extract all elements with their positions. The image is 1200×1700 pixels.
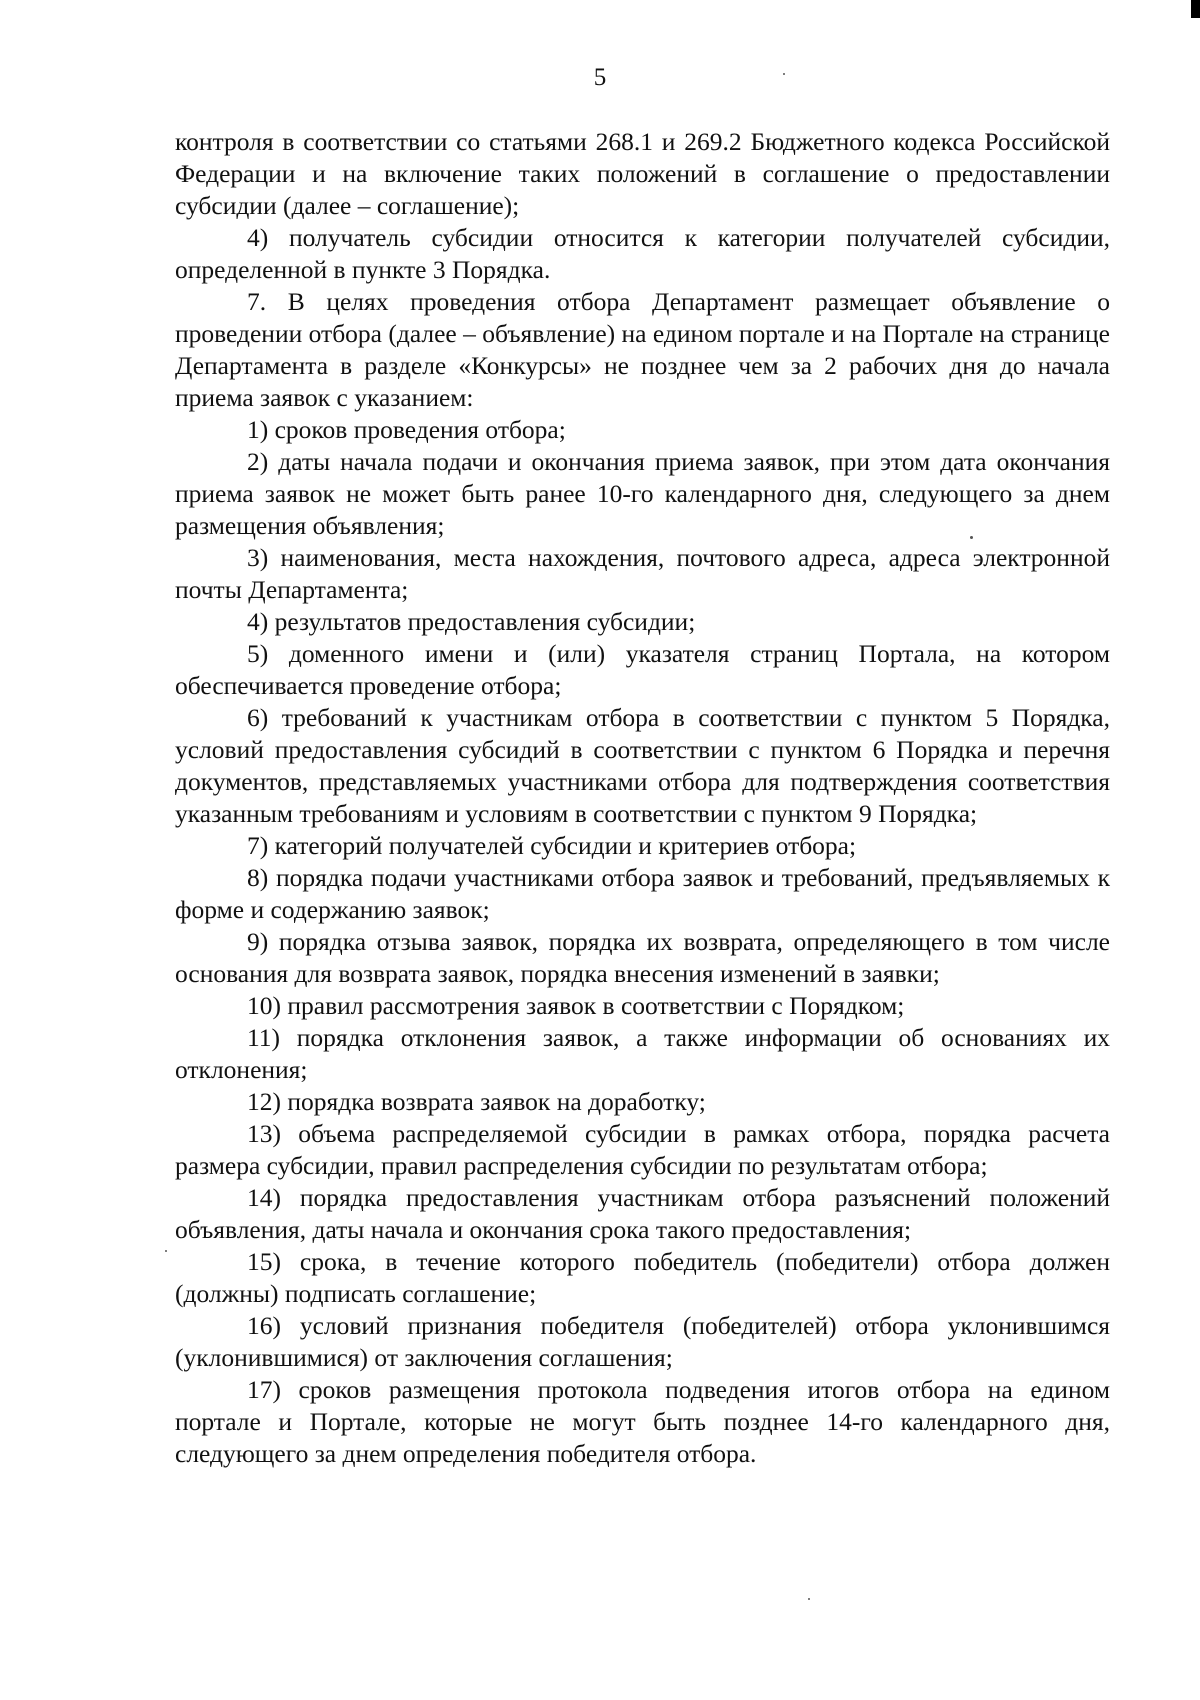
list-item: 15) срока, в течение которого победитель (победители) отбора должен (должны) подписать соглашение; bbox=[175, 1247, 1110, 1308]
list-item: 10) правил рассмотрения заявок в соответствии с Порядком; bbox=[247, 991, 905, 1020]
scan-speck bbox=[165, 1250, 167, 1252]
list-item: 6) требований к участникам отбора в соответствии с пунктом 5 Порядка, условий предоставления субсидий в соответствии с пунктом 6 Порядка и перечня документов, представляемых участниками отбора для подтверждения соответствия указанным требованиям и условиям в соответствии с пунктом 9 Порядка; bbox=[175, 703, 1110, 828]
list-item: 17) сроков размещения протокола подведения итогов отбора на едином портале и Портале, которые не могут быть позднее 14-го календарного дня, следующего за днем определения победителя отбора. bbox=[175, 1375, 1110, 1468]
scan-speck bbox=[808, 1598, 810, 1600]
list-item: 11) порядка отклонения заявок, а также информации об основаниях их отклонения; bbox=[175, 1023, 1110, 1084]
list-item: 9) порядка отзыва заявок, порядка их возврата, определяющего в том числе основания для возврата заявок, порядка внесения изменений в заявки; bbox=[175, 927, 1110, 988]
list-item: 3) наименования, места нахождения, почтового адреса, адреса электронной почты Департамента; bbox=[175, 543, 1110, 604]
list-item: 7) категорий получателей субсидии и критериев отбора; bbox=[247, 831, 857, 860]
list-item: 4) получатель субсидии относится к категории получателей субсидии, определенной в пункте 3 Порядка. bbox=[175, 223, 1110, 284]
list-item: 4) результатов предоставления субсидии; bbox=[247, 607, 696, 636]
paragraph: контроля в соответствии со статьями 268.1 и 269.2 Бюджетного кодекса Российской Федерации и на включение таких положений в соглашение о предоставлении субсидии (далее – соглашение); bbox=[175, 127, 1110, 220]
paragraph: 7. В целях проведения отбора Департамент размещает объявление о проведении отбора (далее – объявление) на едином портале и на Портале на странице Департамента в разделе «Конкурсы» не позднее чем за 2 рабочих дня до начала приема заявок с указанием: bbox=[175, 287, 1110, 412]
scan-edge-mark bbox=[1191, 0, 1200, 18]
list-item: 8) порядка подачи участниками отбора заявок и требований, предъявляемых к форме и содержанию заявок; bbox=[175, 863, 1110, 924]
document-body bbox=[175, 126, 1110, 1470]
page-number: 5 bbox=[593, 64, 607, 91]
list-item: 13) объема распределяемой субсидии в рамках отбора, порядка расчета размера субсидии, правил распределения субсидии по результатам отбора; bbox=[175, 1119, 1110, 1180]
list-item: 1) сроков проведения отбора; bbox=[247, 415, 566, 444]
list-item: 2) даты начала подачи и окончания приема заявок, при этом дата окончания приема заявок не может быть ранее 10-го календарного дня, следующего за днем размещения объявления; bbox=[175, 447, 1110, 540]
list-item: 5) доменного имени и (или) указателя страниц Портала, на котором обеспечивается проведение отбора; bbox=[175, 639, 1110, 700]
list-item: 12) порядка возврата заявок на доработку; bbox=[247, 1087, 706, 1116]
list-item: 14) порядка предоставления участникам отбора разъяснений положений объявления, даты начала и окончания срока такого предоставления; bbox=[175, 1183, 1110, 1244]
list-item: 16) условий признания победителя (победителей) отбора уклонившимся (уклонившимися) от заключения соглашения; bbox=[175, 1311, 1110, 1372]
